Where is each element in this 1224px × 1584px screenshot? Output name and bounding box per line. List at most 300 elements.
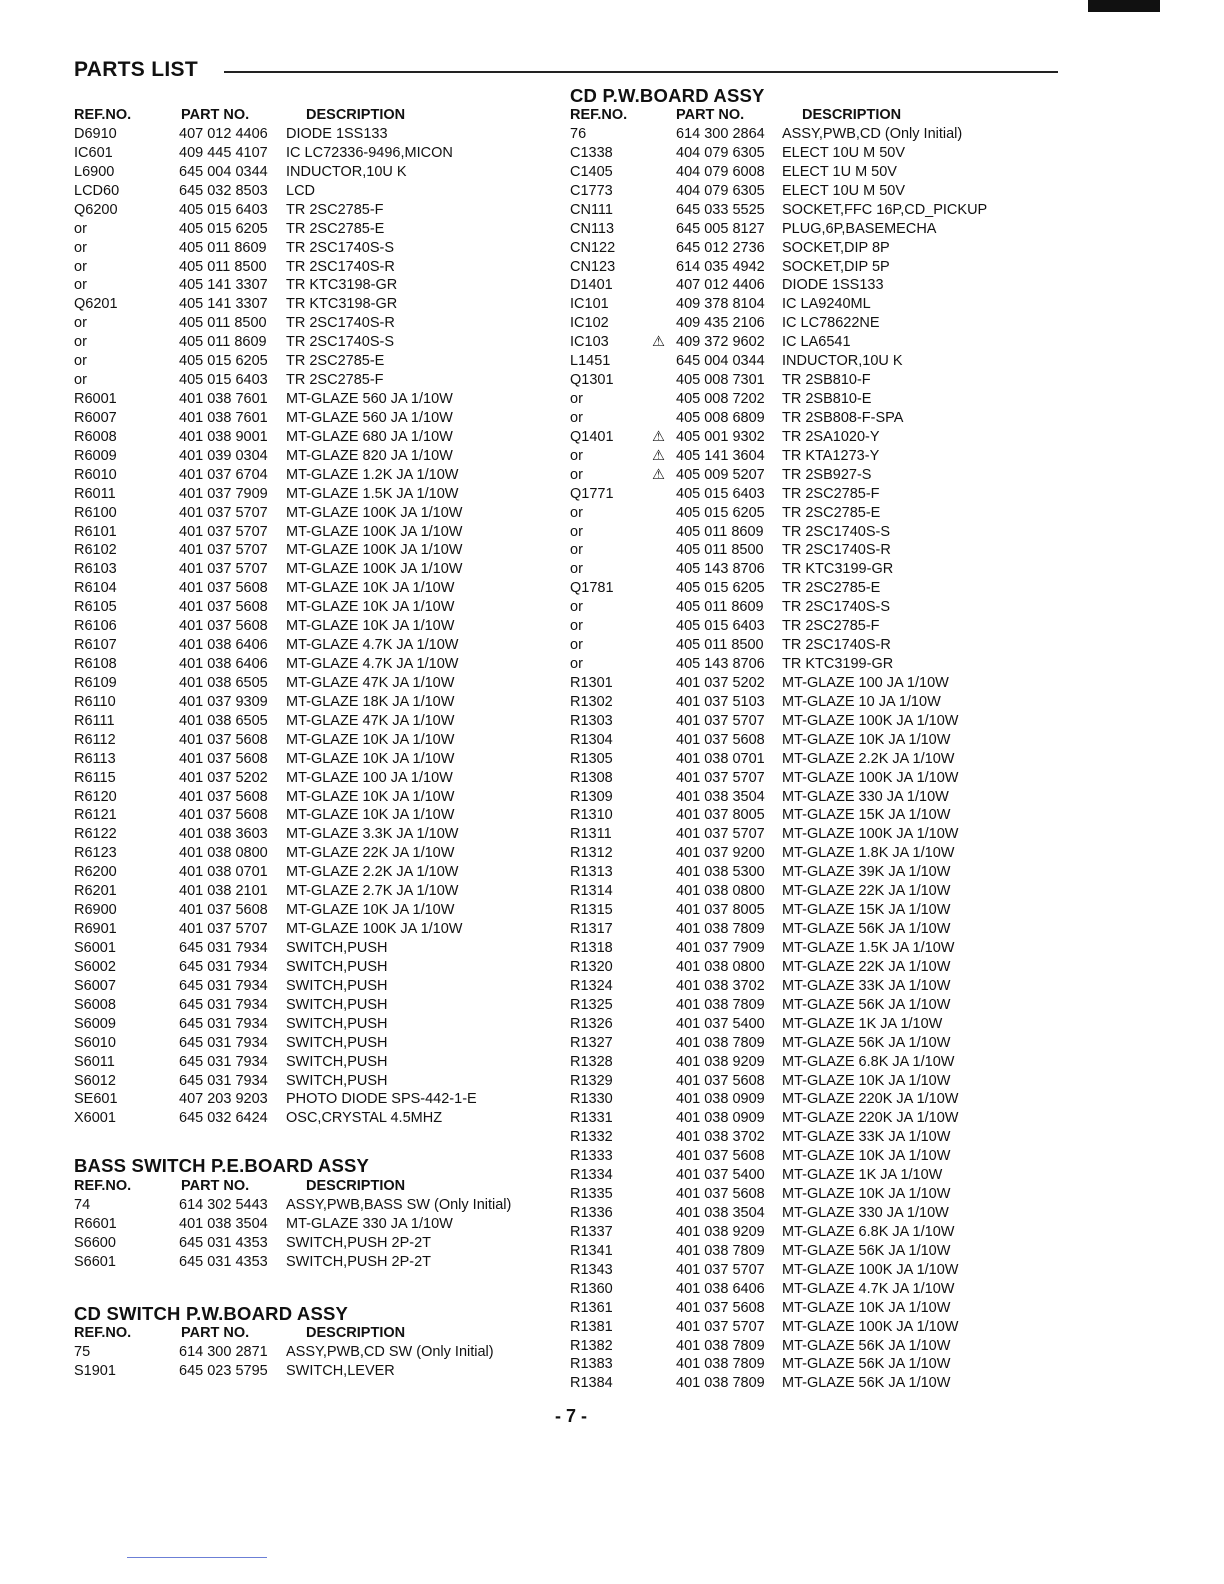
description: MT-GLAZE 6.8K JA 1/10W — [782, 1223, 955, 1240]
header-description: DESCRIPTION — [802, 107, 902, 123]
description: TR KTC3198-GR — [286, 296, 398, 313]
part-no: 404 079 6305 — [676, 144, 765, 161]
description: MT-GLAZE 4.7K JA 1/10W — [286, 637, 459, 654]
header-ref: REF.NO. — [74, 107, 132, 123]
part-no: 405 143 8706 — [676, 561, 765, 578]
ref-no: IC101 — [570, 296, 609, 313]
description: DIODE 1SS133 — [286, 126, 388, 142]
ref-no: R6121 — [74, 807, 117, 824]
part-no: 401 038 3504 — [676, 1205, 765, 1221]
ref-no: R1382 — [570, 1337, 613, 1354]
ref-no: R1304 — [570, 731, 613, 748]
description: MT-GLAZE 15K JA 1/10W — [782, 902, 951, 919]
description: MT-GLAZE 10K JA 1/10W — [286, 618, 455, 635]
description: INDUCTOR,10U K — [286, 163, 407, 180]
part-no: 401 037 5608 — [179, 599, 268, 616]
ref-no: R1332 — [570, 1129, 613, 1146]
description: MT-GLAZE 33K JA 1/10W — [782, 977, 951, 994]
description: ASSY,PWB,CD SW (Only Initial) — [286, 1344, 494, 1360]
page-title: PARTS LIST — [74, 58, 198, 81]
part-no: 401 037 5608 — [676, 1186, 765, 1203]
part-no: 401 038 6406 — [676, 1280, 765, 1297]
ref-no: R6112 — [74, 731, 116, 748]
part-no: 405 008 6809 — [676, 409, 765, 426]
ref-no: R6105 — [74, 599, 117, 616]
part-no: 407 203 9203 — [179, 1091, 268, 1108]
description: MT-GLAZE 22K JA 1/10W — [782, 883, 951, 900]
ref-no: R1308 — [570, 769, 613, 786]
ref-no: R6106 — [74, 618, 117, 635]
description: MT-GLAZE 100K JA 1/10W — [782, 1318, 959, 1335]
part-no: 405 011 8500 — [179, 258, 267, 275]
description: MT-GLAZE 680 JA 1/10W — [286, 428, 453, 445]
part-no: 401 039 0304 — [179, 447, 268, 464]
ref-no: or — [74, 277, 87, 294]
part-no: 401 037 5608 — [676, 1072, 765, 1089]
description: TR 2SC1740S-S — [286, 239, 394, 256]
part-no: 405 011 8609 — [676, 523, 764, 540]
ref-no: or — [570, 504, 583, 521]
ref-no: R1315 — [570, 902, 613, 919]
description: MT-GLAZE 220K JA 1/10W — [782, 1091, 959, 1108]
description: MT-GLAZE 10K JA 1/10W — [286, 731, 455, 748]
part-no: 401 038 6406 — [179, 656, 268, 673]
part-no: 645 004 0344 — [179, 163, 268, 180]
part-no: 645 031 7934 — [179, 1053, 268, 1070]
title-rule — [224, 71, 1058, 73]
description: SOCKET,DIP 5P — [782, 258, 890, 275]
description: TR 2SC1740S-R — [286, 258, 395, 275]
part-no: 401 038 0800 — [179, 845, 268, 862]
ref-no: R1381 — [570, 1318, 613, 1335]
part-no: 401 038 7809 — [676, 1242, 765, 1259]
warning-icon: ⚠ — [652, 334, 665, 351]
description: SOCKET,DIP 8P — [782, 239, 890, 256]
description: SWITCH,LEVER — [286, 1362, 395, 1379]
ref-no: S6010 — [74, 1034, 116, 1051]
description: IC LA9240ML — [782, 296, 871, 313]
description: MT-GLAZE 10 JA 1/10W — [782, 693, 941, 710]
page-number: - 7 - — [555, 1406, 588, 1426]
ref-no: R1318 — [570, 939, 613, 956]
ref-no: R1324 — [570, 977, 613, 994]
header-description: DESCRIPTION — [306, 1325, 406, 1341]
description: MT-GLAZE 56K JA 1/10W — [782, 1375, 951, 1392]
ref-no: R1303 — [570, 712, 613, 729]
ref-no: or — [570, 656, 583, 673]
ref-no: C1338 — [570, 144, 613, 161]
description: ASSY,PWB,CD (Only Initial) — [782, 126, 963, 142]
ref-no: C1405 — [570, 163, 613, 180]
ref-no: IC103 — [570, 334, 609, 351]
ref-no: R1302 — [570, 693, 613, 710]
part-no: 405 015 6403 — [676, 618, 765, 635]
description: MT-GLAZE 100K JA 1/10W — [286, 542, 463, 559]
ref-no: CN123 — [570, 258, 616, 275]
part-no: 405 141 3307 — [179, 277, 268, 294]
part-no: 401 038 7809 — [676, 1034, 765, 1051]
ref-no: SE601 — [74, 1091, 118, 1108]
part-no: 405 011 8500 — [179, 315, 267, 332]
part-no: 401 037 5707 — [179, 523, 268, 540]
header-ref: REF.NO. — [74, 1325, 132, 1341]
description: TR 2SA1020-Y — [782, 428, 880, 445]
ref-no: R1309 — [570, 788, 613, 805]
description: MT-GLAZE 330 JA 1/10W — [286, 1215, 453, 1232]
description: MT-GLAZE 1.8K JA 1/10W — [782, 845, 955, 862]
ref-no: R6100 — [74, 504, 117, 521]
description: TR 2SB808-F-SPA — [782, 409, 904, 426]
description: MT-GLAZE 15K JA 1/10W — [782, 807, 951, 824]
description: TR 2SC1740S-R — [286, 315, 395, 332]
description: TR 2SB927-S — [782, 466, 872, 483]
description: MT-GLAZE 100K JA 1/10W — [286, 921, 463, 938]
description: ASSY,PWB,BASS SW (Only Initial) — [286, 1197, 512, 1213]
ref-no: R6110 — [74, 693, 116, 710]
part-no: 404 079 6305 — [676, 182, 765, 199]
part-no: 405 008 7202 — [676, 391, 765, 408]
ref-no: CN113 — [570, 220, 615, 237]
description: TR KTC3199-GR — [782, 561, 894, 578]
part-no: 401 037 5707 — [676, 712, 765, 729]
description: TR 2SC2785-E — [286, 220, 385, 237]
ref-no: or — [570, 391, 583, 408]
description: TR 2SC2785-F — [286, 201, 384, 218]
part-no: 401 038 0909 — [676, 1110, 765, 1127]
description: TR 2SC2785-F — [286, 372, 384, 389]
description: SWITCH,PUSH — [286, 958, 388, 975]
part-no: 401 038 0909 — [676, 1091, 765, 1108]
description: MT-GLAZE 10K JA 1/10W — [782, 1148, 951, 1165]
part-no: 401 037 6704 — [179, 466, 268, 483]
part-no: 401 038 7601 — [179, 391, 268, 408]
part-no: 401 037 5707 — [676, 826, 765, 843]
part-no: 405 015 6403 — [179, 372, 268, 389]
part-no: 401 038 3702 — [676, 1129, 765, 1146]
description: MT-GLAZE 820 JA 1/10W — [286, 447, 453, 464]
header-part-no: PART NO. — [181, 1178, 250, 1194]
part-no: 645 031 7934 — [179, 977, 268, 994]
part-no: 401 037 5707 — [676, 769, 765, 786]
part-no: 405 011 8500 — [676, 637, 764, 654]
description: MT-GLAZE 2.2K JA 1/10W — [782, 750, 955, 767]
ref-no: Q6201 — [74, 296, 118, 313]
part-no: 614 300 2864 — [676, 126, 765, 142]
ref-no: R6104 — [74, 580, 117, 597]
part-no: 401 038 7809 — [676, 1337, 765, 1354]
description: MT-GLAZE 4.7K JA 1/10W — [782, 1280, 955, 1297]
description: TR KTA1273-Y — [782, 447, 880, 464]
ref-no: S6007 — [74, 977, 116, 994]
part-no: 645 031 7934 — [179, 1072, 268, 1089]
part-no: 401 037 5608 — [179, 807, 268, 824]
ref-no: R1331 — [570, 1110, 613, 1127]
ref-no: R1328 — [570, 1053, 613, 1070]
description: SOCKET,FFC 16P,CD_PICKUP — [782, 201, 988, 218]
ref-no: or — [570, 523, 583, 540]
ref-no: R1335 — [570, 1186, 613, 1203]
part-no: 401 037 5707 — [676, 1261, 765, 1278]
part-no: 401 037 8005 — [676, 902, 765, 919]
ref-no: 76 — [570, 126, 587, 142]
description: MT-GLAZE 220K JA 1/10W — [782, 1110, 959, 1127]
part-no: 409 378 8104 — [676, 296, 765, 313]
ref-no: S6009 — [74, 1015, 116, 1032]
description: SWITCH,PUSH — [286, 1015, 388, 1032]
description: MT-GLAZE 100 JA 1/10W — [782, 674, 949, 691]
ref-no: or — [74, 239, 87, 256]
ref-no: or — [74, 220, 87, 237]
description: DIODE 1SS133 — [782, 277, 884, 294]
ref-no: R1314 — [570, 883, 613, 900]
part-no: 645 031 7934 — [179, 1034, 268, 1051]
ref-no: R6011 — [74, 485, 116, 502]
ref-no: LCD60 — [74, 182, 120, 199]
ref-no: R6008 — [74, 428, 117, 445]
description: SWITCH,PUSH — [286, 977, 388, 994]
ref-no: or — [570, 637, 583, 654]
description: IC LC72336-9496,MICON — [286, 144, 453, 161]
ref-no: IC102 — [570, 315, 609, 332]
ref-no: R6108 — [74, 656, 117, 673]
description: TR 2SC2785-E — [286, 353, 385, 370]
description: MT-GLAZE 56K JA 1/10W — [782, 1034, 951, 1051]
part-no: 405 001 9302 — [676, 428, 765, 445]
ref-no: S6600 — [74, 1234, 116, 1251]
bottom-line — [127, 1557, 267, 1558]
part-no: 401 038 9209 — [676, 1053, 765, 1070]
ref-no: or — [570, 561, 583, 578]
part-no: 401 037 5707 — [179, 542, 268, 559]
ref-no: R1336 — [570, 1205, 613, 1221]
description: SWITCH,PUSH — [286, 939, 388, 956]
part-no: 401 037 5608 — [676, 1299, 765, 1316]
part-no: 405 141 3604 — [676, 447, 765, 464]
ref-no: R1384 — [570, 1375, 613, 1392]
description: TR 2SC1740S-S — [782, 523, 890, 540]
ref-no: R1312 — [570, 845, 613, 862]
part-no: 645 031 7934 — [179, 958, 268, 975]
ref-no: R1361 — [570, 1299, 613, 1316]
ref-no: R6113 — [74, 750, 116, 767]
ref-no: or — [570, 599, 583, 616]
ref-no: R1330 — [570, 1091, 613, 1108]
part-no: 401 037 8005 — [676, 807, 765, 824]
part-no: 645 012 2736 — [676, 239, 765, 256]
description: INDUCTOR,10U K — [782, 353, 903, 370]
ref-no: R6109 — [74, 674, 117, 691]
ref-no: CN111 — [570, 201, 613, 218]
part-no: 645 023 5795 — [179, 1362, 268, 1379]
part-no: 405 011 8609 — [179, 239, 267, 256]
description: IC LC78622NE — [782, 315, 880, 332]
part-no: 405 008 7301 — [676, 372, 765, 389]
ref-no: R6111 — [74, 712, 115, 729]
description: MT-GLAZE 22K JA 1/10W — [782, 958, 951, 975]
part-no: 401 037 5707 — [179, 921, 268, 938]
part-no: 405 015 6403 — [179, 201, 268, 218]
ref-no: 75 — [74, 1344, 91, 1360]
part-no: 645 032 6424 — [179, 1110, 268, 1127]
part-no: 645 005 8127 — [676, 220, 765, 237]
description: MT-GLAZE 100K JA 1/10W — [782, 826, 959, 843]
description: MT-GLAZE 10K JA 1/10W — [286, 580, 455, 597]
description: OSC,CRYSTAL 4.5MHZ — [286, 1110, 443, 1127]
description: TR 2SC2785-F — [782, 618, 880, 635]
description: TR 2SC2785-F — [782, 485, 880, 502]
header-description: DESCRIPTION — [306, 107, 406, 123]
ref-no: S6001 — [74, 939, 116, 956]
ref-no: R6201 — [74, 883, 117, 900]
description: MT-GLAZE 1.5K JA 1/10W — [286, 485, 459, 502]
part-no: 401 037 5608 — [179, 788, 268, 805]
part-no: 401 037 5608 — [179, 580, 268, 597]
part-no: 645 031 7934 — [179, 939, 268, 956]
ref-no: S1901 — [74, 1362, 116, 1379]
ref-no: Q1771 — [570, 485, 614, 502]
description: MT-GLAZE 39K JA 1/10W — [782, 864, 951, 881]
ref-no: R6120 — [74, 788, 117, 805]
ref-no: R6123 — [74, 845, 117, 862]
warning-icon: ⚠ — [652, 428, 665, 445]
part-no: 401 037 5608 — [179, 731, 268, 748]
ref-no: R1317 — [570, 921, 613, 938]
description: LCD — [286, 182, 316, 199]
part-no: 409 372 9602 — [676, 334, 765, 351]
part-no: 401 037 7909 — [179, 485, 268, 502]
part-no: 401 037 5202 — [676, 674, 765, 691]
ref-no: D6910 — [74, 126, 117, 142]
part-no: 405 015 6403 — [676, 485, 765, 502]
ref-no: R1329 — [570, 1072, 613, 1089]
part-no: 401 037 5400 — [676, 1167, 765, 1184]
description: MT-GLAZE 10K JA 1/10W — [286, 902, 455, 919]
part-no: 401 037 5202 — [179, 769, 268, 786]
ref-no: R1333 — [570, 1148, 613, 1165]
description: SWITCH,PUSH — [286, 996, 388, 1013]
description: MT-GLAZE 47K JA 1/10W — [286, 674, 455, 691]
ref-no: or — [570, 447, 583, 464]
ref-no: S6601 — [74, 1253, 116, 1270]
part-no: 401 037 5608 — [179, 750, 268, 767]
description: TR 2SC1740S-R — [782, 542, 891, 559]
ref-no: R1301 — [570, 674, 613, 691]
description: TR 2SC2785-E — [782, 504, 881, 521]
warning-icon: ⚠ — [652, 466, 665, 483]
header-ref: REF.NO. — [74, 1178, 132, 1194]
ref-no: R6007 — [74, 409, 117, 426]
description: TR 2SC1740S-R — [782, 637, 891, 654]
ref-no: R6001 — [74, 391, 117, 408]
part-no: 401 037 9200 — [676, 845, 765, 862]
ref-no: R6122 — [74, 826, 117, 843]
ref-no: Q1781 — [570, 580, 614, 597]
part-no: 645 033 5525 — [676, 201, 765, 218]
description: SWITCH,PUSH — [286, 1034, 388, 1051]
ref-no: S6011 — [74, 1053, 115, 1070]
ref-no: R1341 — [570, 1242, 613, 1259]
ref-no: C1773 — [570, 182, 613, 199]
part-no: 401 038 6406 — [179, 637, 268, 654]
description: MT-GLAZE 4.7K JA 1/10W — [286, 656, 459, 673]
part-no: 614 035 4942 — [676, 258, 765, 275]
part-no: 401 037 9309 — [179, 693, 268, 710]
part-no: 409 435 2106 — [676, 315, 765, 332]
part-no: 401 037 5103 — [676, 693, 765, 710]
ref-no: or — [570, 466, 583, 483]
ref-no: R1360 — [570, 1280, 613, 1297]
ref-no: S6008 — [74, 996, 116, 1013]
description: ELECT 1U M 50V — [782, 163, 897, 180]
ref-no: R1311 — [570, 826, 612, 843]
ref-no: D1401 — [570, 277, 613, 294]
description: MT-GLAZE 1K JA 1/10W — [782, 1167, 943, 1184]
description: SWITCH,PUSH — [286, 1053, 388, 1070]
header-part-no: PART NO. — [676, 107, 745, 123]
part-no: 407 012 4406 — [179, 126, 268, 142]
part-no: 401 038 7809 — [676, 996, 765, 1013]
part-no: 401 037 5400 — [676, 1015, 765, 1032]
description: SWITCH,PUSH — [286, 1072, 388, 1089]
ref-no: or — [570, 618, 583, 635]
ref-no: R6102 — [74, 542, 117, 559]
description: ELECT 10U M 50V — [782, 182, 906, 199]
ref-no: Q1301 — [570, 372, 614, 389]
description: MT-GLAZE 100K JA 1/10W — [782, 769, 959, 786]
ref-no: or — [74, 315, 87, 332]
description: TR 2SB810-E — [782, 391, 872, 408]
description: TR 2SB810-F — [782, 372, 871, 389]
part-no: 401 037 5608 — [179, 902, 268, 919]
description: MT-GLAZE 1.2K JA 1/10W — [286, 466, 459, 483]
ref-no: R6115 — [74, 769, 116, 786]
ref-no: or — [74, 334, 87, 351]
part-no: 405 015 6205 — [676, 580, 765, 597]
part-no: 645 031 4353 — [179, 1234, 268, 1251]
description: IC LA6541 — [782, 334, 851, 351]
header-ref: REF.NO. — [570, 107, 628, 123]
corner-mark — [1088, 0, 1160, 12]
part-no: 404 079 6008 — [676, 163, 765, 180]
ref-no: or — [570, 409, 583, 426]
description: MT-GLAZE 2.2K JA 1/10W — [286, 864, 459, 881]
part-no: 645 032 8503 — [179, 182, 268, 199]
ref-no: R1305 — [570, 750, 613, 767]
part-no: 614 300 2871 — [179, 1344, 268, 1360]
cd-board-section-title: CD P.W.BOARD ASSY — [570, 85, 765, 106]
description: MT-GLAZE 10K JA 1/10W — [782, 1072, 951, 1089]
ref-no: R1334 — [570, 1167, 613, 1184]
part-no: 401 038 0701 — [179, 864, 268, 881]
part-no: 405 143 8706 — [676, 656, 765, 673]
part-no: 645 004 0344 — [676, 353, 765, 370]
part-no: 401 037 5608 — [676, 731, 765, 748]
part-no: 401 038 6505 — [179, 712, 268, 729]
description: MT-GLAZE 56K JA 1/10W — [782, 996, 951, 1013]
part-no: 401 038 7809 — [676, 1375, 765, 1392]
part-no: 401 037 7909 — [676, 939, 765, 956]
part-no: 401 038 0701 — [676, 750, 765, 767]
description: MT-GLAZE 560 JA 1/10W — [286, 409, 453, 426]
ref-no: R1327 — [570, 1034, 613, 1051]
description: MT-GLAZE 560 JA 1/10W — [286, 391, 453, 408]
description: ELECT 10U M 50V — [782, 144, 906, 161]
ref-no: Q1401 — [570, 428, 614, 445]
ref-no: L6900 — [74, 163, 115, 180]
part-no: 401 038 7809 — [676, 921, 765, 938]
description: MT-GLAZE 100 JA 1/10W — [286, 769, 453, 786]
ref-no: X6001 — [74, 1110, 116, 1127]
